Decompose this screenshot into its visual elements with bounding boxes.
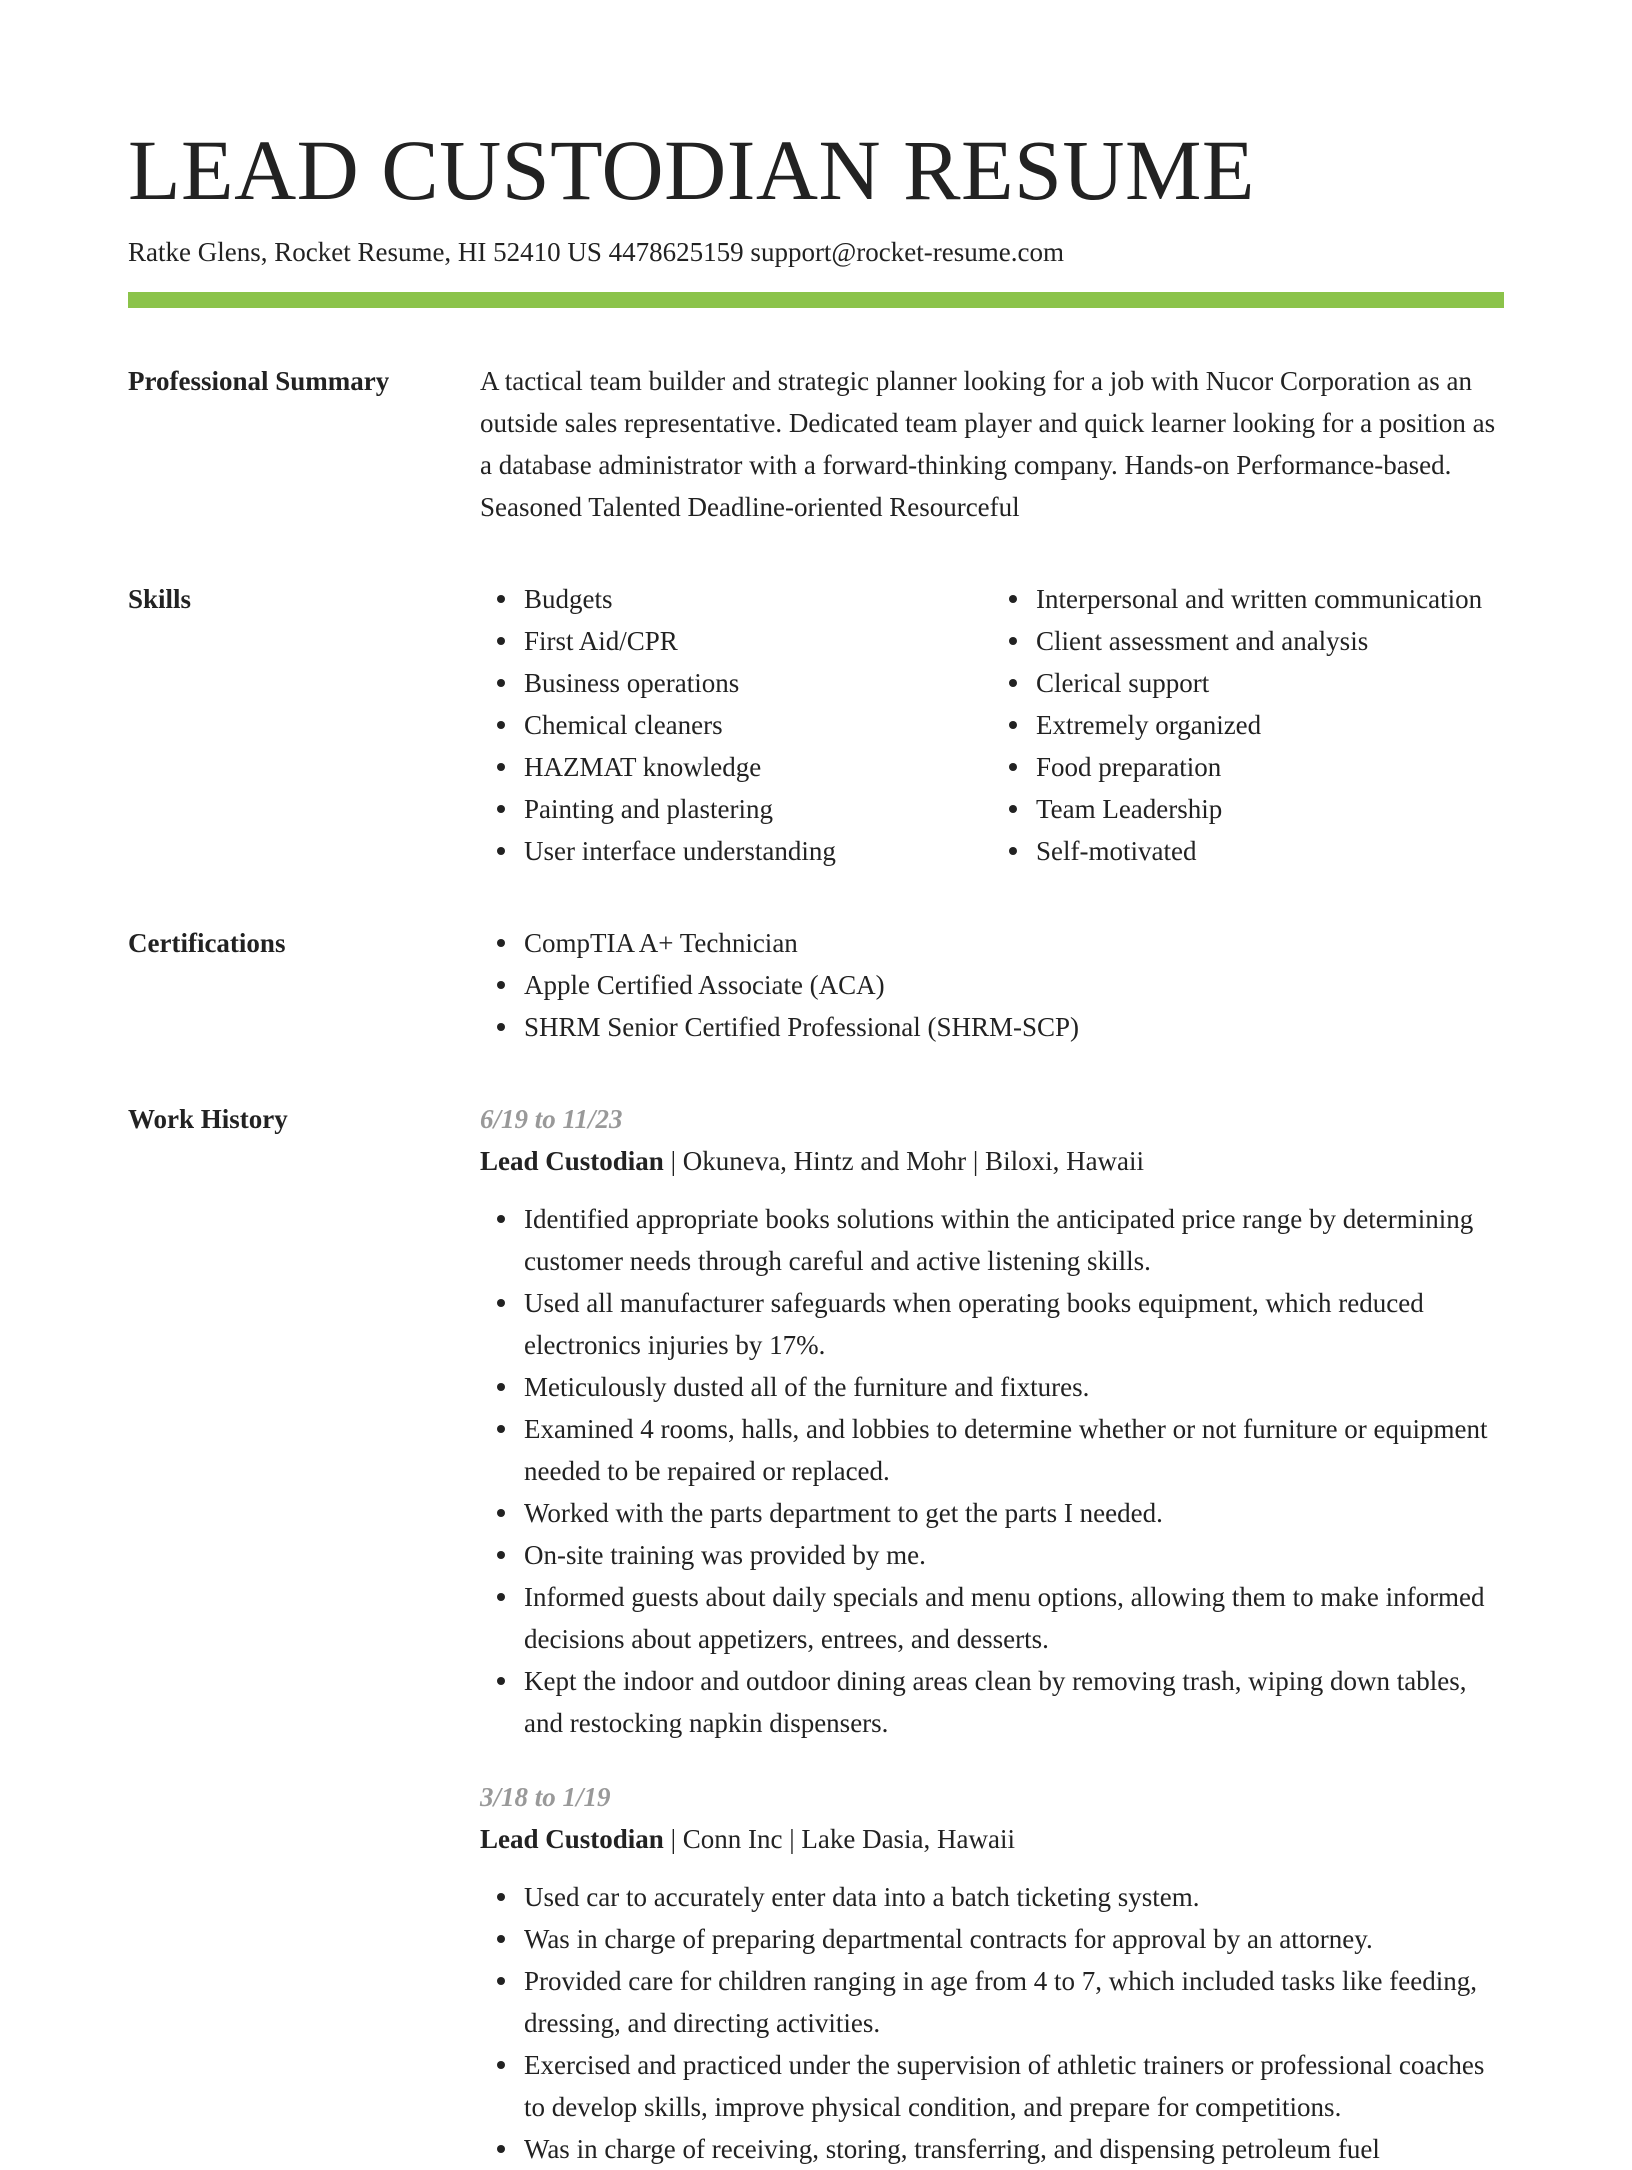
skills-list-right (992, 578, 1504, 872)
job-title: Lead Custodian (480, 1824, 664, 1854)
skill-item: HAZMAT knowledge (524, 746, 992, 788)
certification-item: CompTIA A+ Technician (524, 922, 1504, 964)
job-header (480, 1140, 1504, 1182)
job-title: Lead Custodian (480, 1146, 664, 1176)
job-details: | Okuneva, Hintz and Mohr | Biloxi, Hawaii (663, 1146, 1145, 1176)
job-duties-list (480, 1876, 1504, 2170)
job-duty: Was in charge of preparing departmental contracts for approval by an attorney. (524, 1918, 1504, 1960)
job-dates: 3/18 to 1/19 (480, 1782, 611, 1812)
skill-item: Interpersonal and written communication (1036, 578, 1504, 620)
certification-item: Apple Certified Associate (ACA) (524, 964, 1504, 1006)
certification-item: SHRM Senior Certified Professional (SHRM-SCP) (524, 1006, 1504, 1048)
job-duty: Meticulously dusted all of the furniture and fixtures. (524, 1366, 1504, 1408)
section-heading-summary: Professional Summary (128, 366, 390, 396)
certifications-section (128, 922, 1504, 1048)
skill-item: Client assessment and analysis (1036, 620, 1504, 662)
resume-page (128, 118, 1504, 2170)
skill-item: Self-motivated (1036, 830, 1504, 872)
job-duty: Kept the indoor and outdoor dining areas clean by removing trash, wiping down tables, and restocking napkin dispensers. (524, 1660, 1504, 1744)
job-duty: Was in charge of receiving, storing, transferring, and dispensing petroleum fuel (524, 2128, 1504, 2170)
summary-text: A tactical team builder and strategic planner looking for a job with Nucor Corporation as an outside sales representative. Dedicated team player and quick learner looking for a position as a database administrator with a forward-thinking company. Hands-on Performance-based. Seasoned Talented Deadline-oriented Resourceful (480, 366, 1496, 522)
skill-item: User interface understanding (524, 830, 992, 872)
job-duty: Provided care for children ranging in age from 4 to 7, which included tasks like feeding, dressing, and directing activities. (524, 1960, 1504, 2044)
section-heading-work-history: Work History (128, 1104, 288, 1134)
skill-item: Food preparation (1036, 746, 1504, 788)
skill-item: Business operations (524, 662, 992, 704)
job-duties-list (480, 1198, 1504, 1744)
contact-line: Ratke Glens, Rocket Resume, HI 52410 US 4478625159 support@rocket-resume.com (128, 237, 1064, 267)
job-duty: Used all manufacturer safeguards when operating books equipment, which reduced electronics injuries by 17%. (524, 1282, 1504, 1366)
job-details: | Conn Inc | Lake Dasia, Hawaii (663, 1824, 1016, 1854)
job-duty: Identified appropriate books solutions within the anticipated price range by determining customer needs through careful and active listening skills. (524, 1198, 1504, 1282)
skills-section (128, 578, 1504, 872)
job-duty: Informed guests about daily specials and menu options, allowing them to make informed decisions about appetizers, entrees, and desserts. (524, 1576, 1504, 1660)
skill-item: First Aid/CPR (524, 620, 992, 662)
work-history-section (128, 1098, 1504, 2170)
skill-item: Extremely organized (1036, 704, 1504, 746)
job-duty: Examined 4 rooms, halls, and lobbies to determine whether or not furniture or equipment needed to be repaired or replaced. (524, 1408, 1504, 1492)
skill-item: Painting and plastering (524, 788, 992, 830)
job-dates: 6/19 to 11/23 (480, 1104, 623, 1134)
job-entry (480, 1776, 1504, 2170)
job-duty: Exercised and practiced under the supervision of athletic trainers or professional coaches to develop skills, improve physical condition, and prepare for competitions. (524, 2044, 1504, 2128)
skill-item: Clerical support (1036, 662, 1504, 704)
job-duty: Used car to accurately enter data into a batch ticketing system. (524, 1876, 1504, 1918)
skill-item: Budgets (524, 578, 992, 620)
skill-item: Team Leadership (1036, 788, 1504, 830)
summary-section (128, 360, 1504, 528)
accent-divider (128, 292, 1504, 308)
job-duty: On-site training was provided by me. (524, 1534, 1504, 1576)
certifications-list (480, 922, 1504, 1048)
section-heading-skills: Skills (128, 584, 192, 614)
job-header (480, 1818, 1504, 1860)
skill-item: Chemical cleaners (524, 704, 992, 746)
section-heading-certifications: Certifications (128, 928, 286, 958)
job-entry (480, 1098, 1504, 1744)
resume-title: LEAD CUSTODIAN RESUME (128, 122, 1255, 218)
skills-list-left (480, 578, 992, 872)
job-duty: Worked with the parts department to get the parts I needed. (524, 1492, 1504, 1534)
